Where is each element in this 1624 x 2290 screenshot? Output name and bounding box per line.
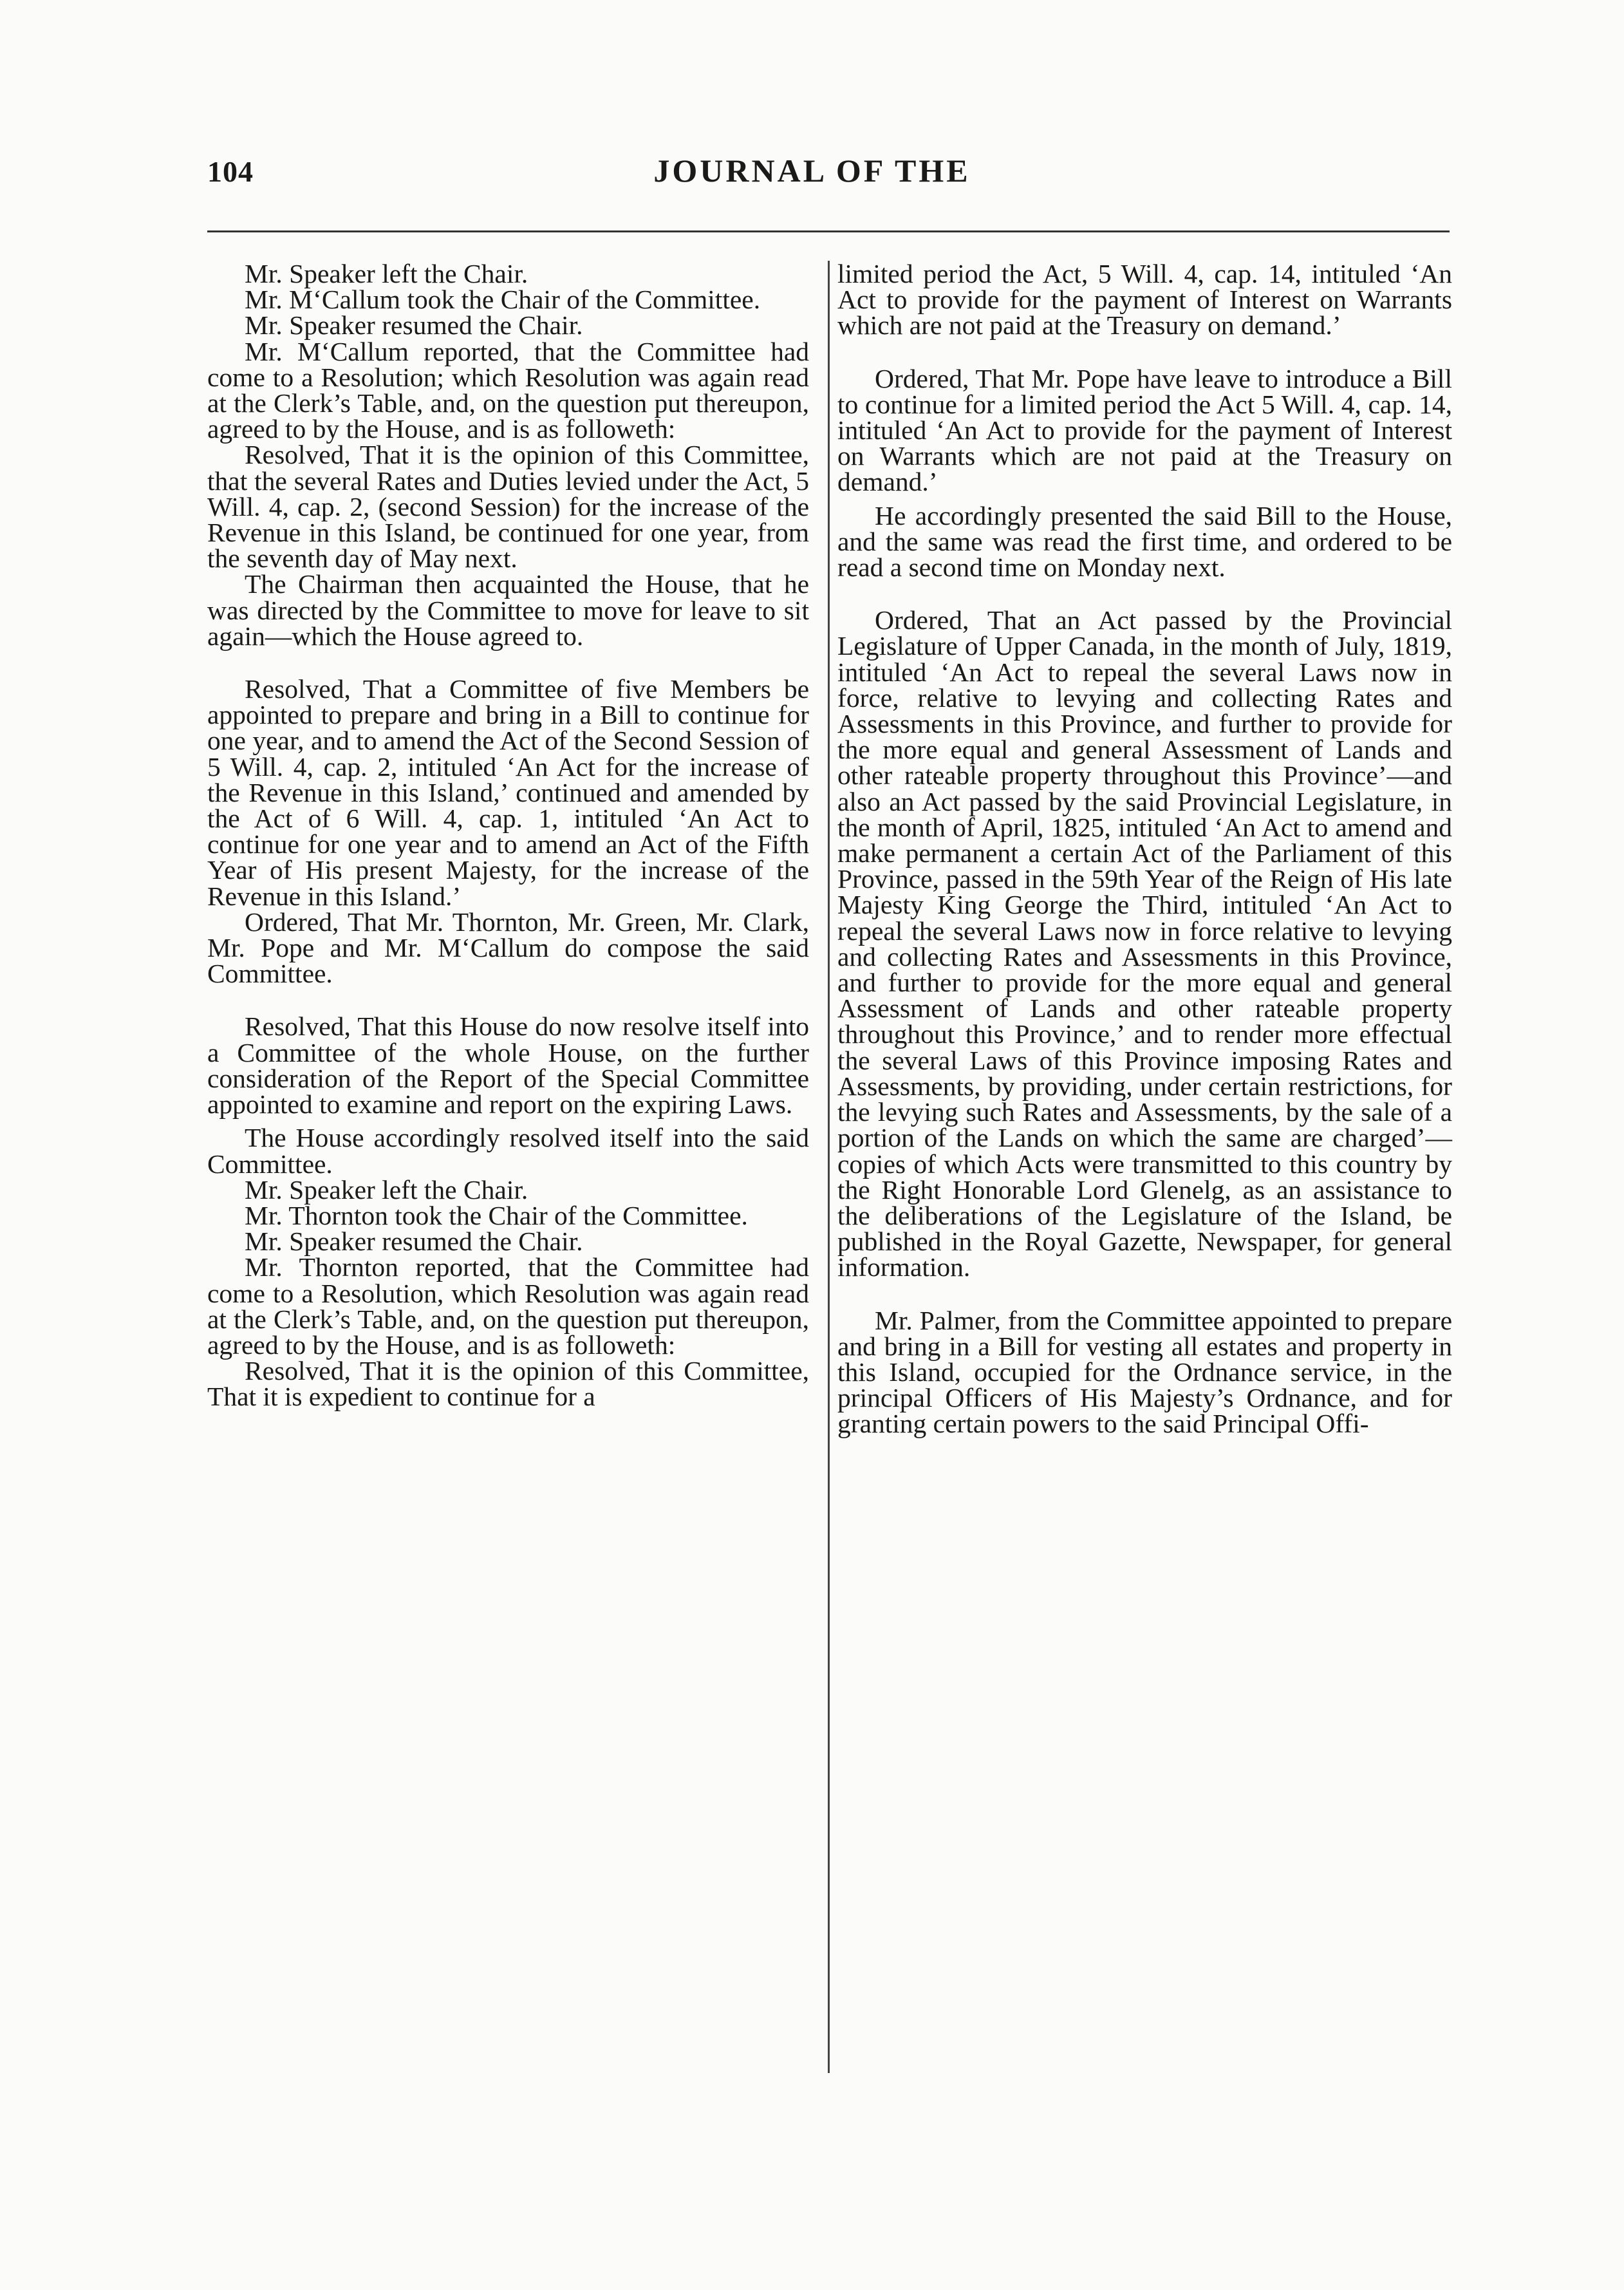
paragraph: He accordingly presented the said Bill to the House, and the same was read the first time, and ordered to be read a second time on Monday next. xyxy=(837,500,1452,583)
paragraph: Mr. M‘Callum reported, that the Committee had come to a Resolution; which Resolution was again read at the Clerk’s Table, and, on the question put thereupon, agreed to by the House, and is as followeth: xyxy=(207,336,809,444)
paragraph: Mr. Speaker left the Chair. xyxy=(245,259,528,288)
paragraph: The Chairman then acquainted the House, that he was directed by the Committee to move for leave to sit again—which the House agreed to. xyxy=(207,569,809,651)
paragraph: limited period the Act, 5 Will. 4, cap. 14, intituled ‘An Act to provide for the payment of Interest on Warrants which are not paid at the Treasury on demand.’ xyxy=(837,259,1452,341)
paragraph: Mr. Speaker left the Chair. xyxy=(245,1174,528,1205)
right-column xyxy=(837,261,1452,1437)
paragraph: Mr. Thornton reported, that the Committee had come to a Resolution, which Resolution was again read at the Clerk’s Table, and, on the question put thereupon, agreed to by the House, and is as followeth: xyxy=(207,1252,809,1360)
paragraph: Resolved, That this House do now resolve itself into a Committee of the whole House, on the further consideration of the Report of the Special Committee appointed to examine and report on the expiring Laws. xyxy=(207,1011,809,1120)
paragraph: Mr. M‘Callum took the Chair of the Committee. xyxy=(245,285,761,315)
paragraph: Ordered, That an Act passed by the Provincial Legislature of Upper Canada, in the month of July, 1819, intituled ‘An Act to repeal the several Laws now in force, relative to levying and collecting Rates and Assessments in this Province, and further to provide for the more equal and general Assessment of Lands and other rateable property throughout this Province’—and also an Act passed by the said Provincial Legislature, in the month of April, 1825, intituled ‘An Act to amend and make permanent a certain Act of the Parliament of this Province, passed in the 59th Year of the Reign of His late Majesty King George the Third, intituled ‘An Act to repeal the several Laws now in force relative to levying and collecting Rates and Assessments in this Province, and further to provide for the more equal and general Assessment of Lands and other rateable property throughout this Province,’ and to render more effectual the several Laws of this Province imposing Rates and Assessments, by providing, under certain restrictions, for the levying such Rates and Assessments, by the sale of a portion of the Lands on which the same are charged’—copies of which Acts were transmitted to this country by the Right Honorable Lord Glenelg, as an assistance to the deliberations of the Legislature of the Island, be published in the Royal Gazette, Newspaper, for general information. xyxy=(837,605,1452,1282)
paragraph: Mr. Thornton took the Chair of the Committee. xyxy=(245,1200,748,1230)
paragraph: Mr. Speaker resumed the Chair. xyxy=(245,1226,583,1257)
paragraph: Resolved, That a Committee of five Members be appointed to prepare and bring in a Bill to continue for one year, and to amend the Act of the Second Session of 5 Will. 4, cap. 2, intituled ‘An Act for the increase of the Revenue in this Island,’ continued and amended by the Act of 6 Will. 4, cap. 1, intituled ‘An Act to continue for one year and to amend an Act of the Fifth Year of His present Majesty, for the increase of the Revenue in this Island.’ xyxy=(207,674,809,911)
running-head: JOURNAL OF THE xyxy=(653,153,971,189)
page-number: 104 xyxy=(207,155,254,188)
paragraph: Ordered, That Mr. Pope have leave to introduce a Bill to continue for a limited period the Act 5 Will. 4, cap. 14, intituled ‘An Act to provide for the payment of Interest on Warrants which are not paid at the Treasury on demand.’ xyxy=(837,363,1452,497)
paragraph: The House accordingly resolved itself into the said Committee. xyxy=(207,1123,809,1179)
paragraph: Ordered, That Mr. Thornton, Mr. Green, Mr. Clark, Mr. Pope and Mr. M‘Callum do compose the said Committee. xyxy=(207,906,809,989)
left-column xyxy=(207,261,809,1410)
header-rule xyxy=(207,230,1450,232)
paragraph: Mr. Palmer, from the Committee appointed to prepare and bring in a Bill for vesting all estates and property in this Island, occupied for the Ordnance service, in the principal Officers of His Majesty’s Ordnance, and for granting certain powers to the said Principal Offi- xyxy=(837,1305,1452,1439)
column-divider xyxy=(828,261,830,2073)
paragraph: Mr. Speaker resumed the Chair. xyxy=(245,310,583,341)
paragraph: Resolved, That it is the opinion of this Committee, that the several Rates and Duties levied under the Act, 5 Will. 4, cap. 2, (second Session) for the increase of the Revenue in this Island, be continued for one year, from the seventh day of May next. xyxy=(207,440,809,574)
paragraph: Resolved, That it is the opinion of this Committee, That it is expedient to continue for a xyxy=(207,1356,809,1412)
